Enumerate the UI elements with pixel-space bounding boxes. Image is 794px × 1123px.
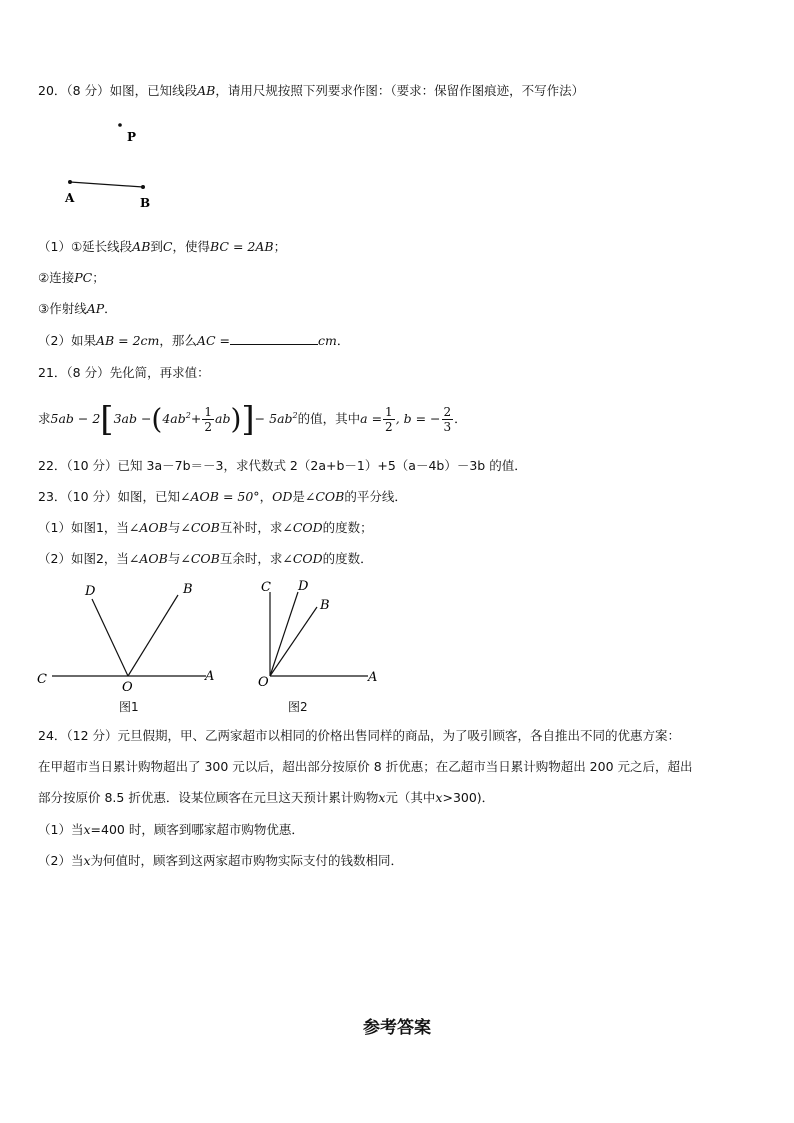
point-a (68, 180, 72, 184)
q21-stem: 21．（8 分）先化简，再求值： (38, 365, 210, 380)
q20-step2: ②连接PC； (38, 270, 105, 285)
figure-1-caption: 图1 (119, 700, 139, 714)
q23-sub1: （1）如图1，当∠AOB与∠COB互补时，求∠COD的度数； (38, 520, 373, 535)
fraction-a: $\frac{1}{2}$ (385, 405, 393, 435)
ray-od (92, 599, 128, 676)
ray-ob (128, 595, 178, 676)
q23-figure-1 (30, 575, 230, 700)
point-p (118, 123, 122, 127)
label-a: A (368, 670, 378, 685)
label-c: C (37, 672, 47, 687)
fraction-b: $\frac{2}{3}$ (443, 405, 452, 435)
ray-od (270, 592, 298, 676)
segment-ab (70, 182, 143, 187)
answer-blank[interactable] (230, 332, 318, 345)
label-p: P (127, 130, 137, 144)
q21-expression: 求$5ab - 2[3ab -(4ab^2+$ $\frac{1}{2}$ $ab)]- 5ab^2$的值，其中a = $\frac{1}{2}$ , b = − $\frac{2}{3}$ ． (38, 399, 467, 440)
q24-sub1: （1）当x=400 时，顾客到哪家超市购物优惠． (38, 822, 304, 837)
q20-part2: （2）如果AB = 2cm，那么AC = cm． (38, 333, 350, 348)
figure-2-caption: 图2 (288, 700, 308, 714)
label-a: A (65, 191, 75, 205)
fraction-half: $\frac{1}{2}$ (204, 405, 212, 435)
label-d: D (298, 579, 309, 594)
label-a: A (205, 669, 215, 684)
point-b (141, 185, 145, 189)
label-o: O (122, 680, 133, 695)
q23-sub2: （2）如图2，当∠AOB与∠COB互余时，求∠COD的度数． (38, 551, 373, 566)
q24-line-1: 24．（12 分）元旦假期，甲、乙两家超市以相同的价格出售同样的商品，为了吸引顾客，各自推出不同的优惠方案： (38, 728, 681, 743)
q20-step1: （1）①延长线段AB到C，使得BC = 2AB； (38, 239, 287, 254)
label-b: B (140, 196, 151, 210)
answer-section-title: 参考答案 (363, 1018, 431, 1038)
q20-stem: 20．（8 分）如图，已知线段AB，请用尺规按照下列要求作图：（要求：保留作图痕迹，不写作法） (38, 83, 585, 98)
label-d: D (85, 584, 96, 599)
q20-step3: ③作射线AP． (38, 301, 117, 316)
q20-figure (55, 115, 165, 215)
q24-line-2: 在甲超市当日累计购物超出了 300 元以后，超出部分按原价 8 折优惠；在乙超市当日累计购物超出 200 元之后，超出 (38, 759, 693, 774)
ray-ob (270, 607, 317, 676)
q22-stem: 22．（10 分）已知 3a－7b＝－3，求代数式 2（2a+b－1）+5（a－4b）－3b 的值． (38, 458, 527, 473)
label-b: B (183, 582, 193, 597)
q23-figure-2 (250, 575, 390, 700)
q24-line-3: 部分按原价 8.5 折优惠．设某位顾客在元旦这天预计累计购物x元（其中x>300)． (38, 790, 495, 805)
q23-stem: 23．（10 分）如图，已知∠AOB = 50°，OD是∠COB的平分线． (38, 489, 407, 504)
label-o: O (258, 675, 269, 690)
q24-sub2: （2）当x为何值时，顾客到这两家超市购物实际支付的钱数相同． (38, 853, 404, 868)
label-b: B (320, 598, 330, 613)
label-c: C (261, 580, 271, 595)
